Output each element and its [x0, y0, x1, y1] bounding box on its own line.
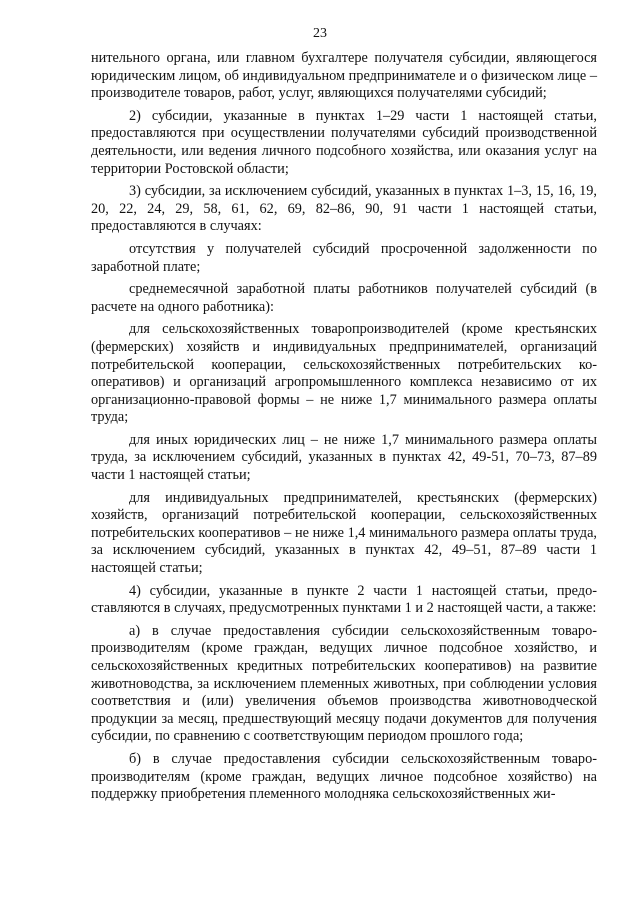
page-number: 23: [313, 26, 327, 41]
paragraph-individual-entrepreneurs-wage: для индивидуальных предпринимателей, крестьянских (фермерских) хозяйств, организаций потребительской кооперации, сельскохозяйственных потребительских кооперативов – не ниже 1,4 минимального размера оплаты труда, за исключением субсидий, указанных в пунктах 42, 49–51, 87–89 части 1 настоящей статьи;: [91, 489, 597, 577]
paragraph-no-wage-arrears: отсутствия у получателей субсидий просроченной задолженности по заработной плате;: [91, 240, 597, 275]
paragraph-average-wage: среднемесячной заработной платы работников получателей субсидий (в расчете на одного работника):: [91, 281, 597, 315]
paragraph-subitem-a: а) в случае предоставления субсидии сельскохозяйственным товаропроизводителям (кроме граждан, ведущих личное подсобное хозяйство, и сельскохозяйственных кредитных потребительских кооперативов) на развитие животноводства, за исключением племенных животных, при соблюдении условия соответствия и (или) увеличения объемов производства животноводческой продукции за месяц, предшествующий месяцу подачи документов для получения субсидии, по сравнению с соответствующим периодом прошлого года;: [91, 622, 597, 745]
paragraph-item-4: 4) субсидии, указанные в пункте 2 части 1 настоящей статьи, предоставляются в случаях, предусмотренных пунктами 1 и 2 настоящей части, а также:: [91, 582, 597, 617]
paragraph-item-2: 2) субсидии, указанные в пунктах 1–29 части 1 настоящей статьи, предоставляются при осуществлении получателями субсидий производственной деятельности, или ведения личного подсобного хозяйства, или оказания услуг на территории Ростовской области;: [91, 107, 597, 177]
paragraph-subitem-b: б) в случае предоставления субсидии сельскохозяйственным товаропроизводителям (кроме граждан, ведущих личное подсобное хозяйство) на поддержку приобретения племенного молодняка сельскохозяйственных жи-: [91, 750, 597, 803]
paragraph-agri-producers-wage: для сельскохозяйственных товаропроизводителей (кроме крестьянских (фермерских) хозяйств и индивидуальных предпринимателей, организаций потребительской кооперации, сельскохозяйственных потребительских кооперативов) и организаций агропромышленного комплекса независимо от их организационно-правовой формы – не ниже 1,7 минимального размера оплаты труда;: [91, 321, 597, 426]
paragraph-other-legal-entities-wage: для иных юридических лиц – не ниже 1,7 минимального размера оплаты труда, за исключением субсидий, указанных в пунктах 42, 49-51, 70–73, 87–89 части 1 настоящей статьи;: [91, 431, 597, 484]
document-body: [91, 50, 597, 804]
paragraph-item-3: 3) субсидии, за исключением субсидий, указанных в пунктах 1–3, 15, 16, 19, 20, 22, 24, 29, 58, 61, 62, 69, 82–86, 90, 91 части 1 настоящей статьи, предоставляются в случаях:: [91, 183, 597, 235]
paragraph-continuation: нительного органа, или главном бухгалтере получателя субсидии, являющегося юридическим лицом, об индивидуальном предпринимателе и о физическом лице – производителе товаров, работ, услуг, являющихся получателями субсидий;: [91, 50, 597, 102]
